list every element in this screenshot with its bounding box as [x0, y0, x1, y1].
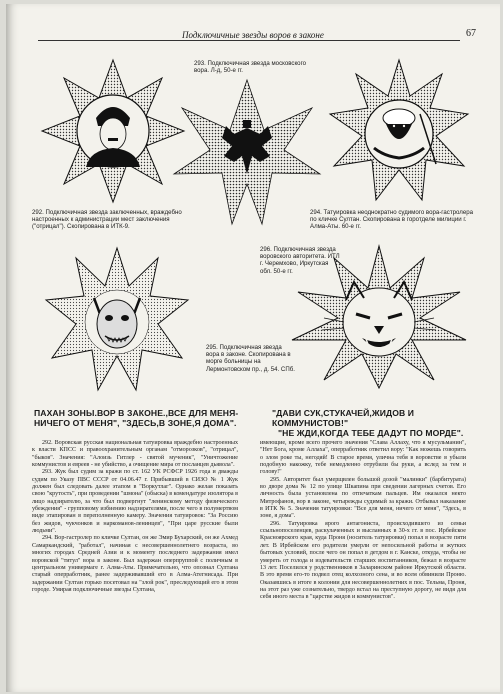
- tattoo-292-star-portrait: [38, 56, 188, 206]
- caption-296: 296. Подключичная звезда воровского авторитета. ИТЛ г. Черемхово, Иркутская обл. 50-е гг.: [260, 246, 340, 275]
- caption-292: 292. Подключичная звезда заключенных, враждебно настроенных к администрации мест заключения ("отрицал"). Скопирована в ИТК-9.: [32, 209, 182, 231]
- paragraph-294-continued: имеющие, кроме всего прочего значения "Слава Аллаху, что я мусульманин", "Нет Бога, кроме Аллаха", оперработник ответил вору: "Как можешь говорить о злом роке ты, негодяй! В старое время, улична тебя в воровстве в убыли подобную накожку, тебе немедленно отрубили бы руки, а вслед за тем и голову!": [260, 440, 466, 476]
- paragraph-293: 293. Жук был судим за кражи по ст. 162 УК РСФСР 1926 года и дважды судим по Указу ПВС СССР от 04.06.47 г. Прибывший в СИЗО № 1 Жук должен был следовать далее этапом в "Воркутлаг". Однако желая показать свою "крутость", при проведении "шмона" (обыска) в комендатуре изолятора в лицо надзирателю, за что был подвергнут "ленинскому методу физического убеждения" - групповому избиению надзирателями, после чего в полумертвом виде этапирован в переполненную камеру. Значения татуировок: "За Россию без жидов, чукчонков и наркоманов-ленинцев", "При царе русские были людьми".: [32, 469, 238, 535]
- running-title: Подключичные звезды воров в законе: [178, 30, 328, 40]
- caption-294: 294. Татуировка неоднократно судимого вора-гастролера по кличке Султан. Скопирована в горотделе милиции г. Алма-Аты. 60-е гг.: [310, 209, 473, 231]
- slogan-left: [34, 408, 244, 428]
- slogan-right: [272, 408, 492, 438]
- paragraph-294: 294. Вор-гастролер по кличке Султан, он же Эмир Бухарский, он же Ахмед Самаркандский, "работал", начиная с несовершеннолетнего возраста, во многих городах Средней Азии и к моменту последнего задержания имел воровской "титул" вора в законе. Был задержан оперпруппой с поличным в центральном универмаге г. Алма-Аты. Примечательно, что опознал Султана старый оперработник, ранее задерживавший его в Алма-Атегнисада. При задержании Султан горько посетовал на "злой рок", преследующий его в этом городе. Умирая подключичные звезды Султана,: [32, 535, 238, 593]
- tattoo-295-star-devil: [42, 244, 192, 394]
- text-column-right: [260, 440, 466, 602]
- slogan-right-line-2: "НЕ ЖДИ,КОГДА ТЕБЕ ДАДУТ ПО МОРДЕ".: [278, 428, 464, 438]
- book-page: [6, 4, 500, 692]
- tattoo-293-star-eagle: [172, 78, 322, 228]
- header-rule: [38, 40, 460, 41]
- caption-293: 293. Подключичная звезда московского вора. Л-д, 50-е гг.: [194, 60, 307, 75]
- slogan-right-line-1: "ДАВИ СУК,СТУКАЧЕЙ,ЖИДОВ И КОММУНИСТОВ!": [272, 408, 415, 428]
- text-column-left: [32, 440, 238, 594]
- tattoo-294-star-sultan: [324, 56, 474, 206]
- slogan-left-line-2: НИЧЕГО ОТ МЕНЯ", "ЗДЕСЬ,В ЗОНЕ,Я ДОМА".: [34, 418, 237, 428]
- page-number: 67: [466, 28, 476, 39]
- running-header: [6, 26, 500, 50]
- slogan-left-line-1: ПАХАН ЗОНЫ.ВОР В ЗАКОНЕ.,ВСЕ ДЛЯ МЕНЯ-: [34, 408, 239, 418]
- paragraph-296: 296. Татуировка ярого антагониста, происходившего из семьи ссыльнопоселенцев, раскулаченных и высланных в 30-х гг. в пос. Ирбейское Красноярского края, куда Проня (носитель татуировки) попал в возрасте пяти лет. В Ирбейском его родители умерли от непосильной работы и жутких бытовых условий, после чего он попал в детдом в г. Канске, откуда, чтобы не умереть от голода и издевательств старших воспитанников, бежал в возрасте 13 лет. Поселился у родственников в Заларинском районе Иркутской области. В это время его-то подвел отец колхозного сена, и во всем обвинили Проню. Оказавшись в итоге в колонии для несовершеннолетних в пос. Тельма, Проня, на этот раз уже сознательно, твердо встал на преступную дорогу, не видя для себя иного места в "царстве жидов и коммунистов".: [260, 520, 466, 601]
- paragraph-295: 295. Авторитет был умерщвлен большой дозой "малинки" (барбитурата) во дворе дома № 12 по улице Шкапина при сведении лагерных счетов. Его личность была установлена по отпечаткам пальцев. Им оказался некто Митрофанов, вор в законе, четырежды судимый за кражи. Отбывал наказание в ИТК № 5. Значения татуировки: "Все для меня, ничего от меня", "Здесь, в зоне, я дома".: [260, 476, 466, 520]
- caption-295: 295. Подключичная звезда вора в законе. Скопирована в морге больницы на Лермонтовском пр., д. 54. СПб.: [206, 344, 295, 373]
- paragraph-292: 292. Воровская русская национальная татуировка враждебно настроенных к власти КПСС и правоохранительным органам "отморозков", "отрицал", "быков". Значения: "Алоизь Гитлер - святой мученик", "Уничтожение коммунистов и евреев - не убийство, а очищение мира от посланцев дьявола".: [32, 440, 238, 469]
